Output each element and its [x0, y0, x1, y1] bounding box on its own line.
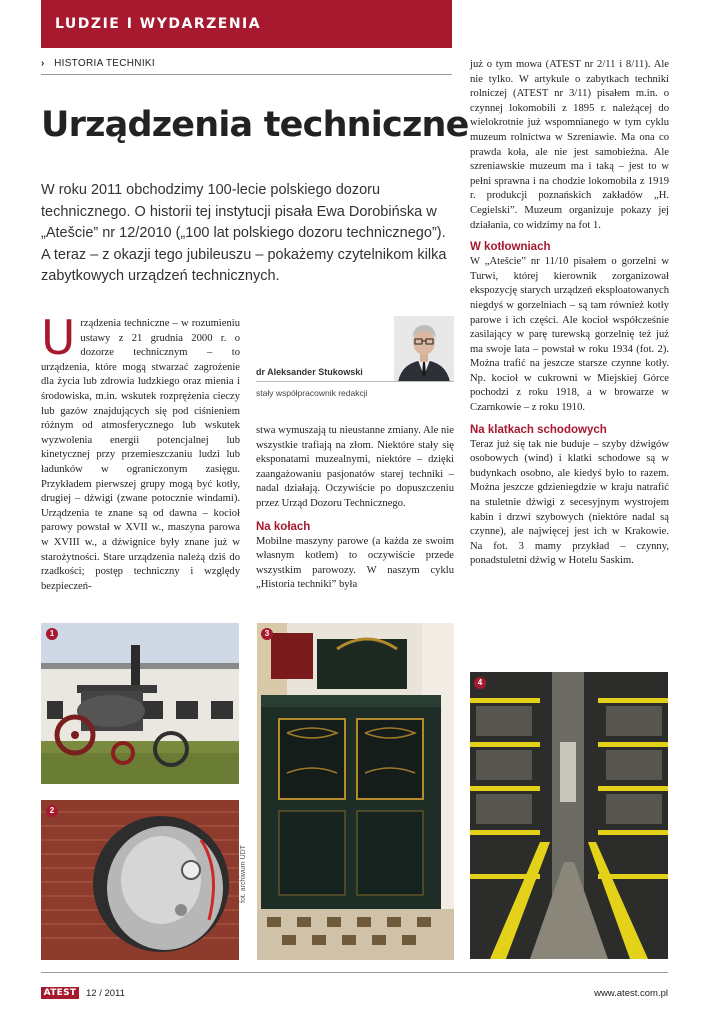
photo-badge: 3 [261, 628, 273, 640]
photo-badge: 4 [474, 677, 486, 689]
column-3-text-c: Teraz już się tak nie buduje – szyby dźwigów osobowych (wind) i klatki schodowe są w budynkach osobno, ale kiedyś było to razem. Można jeszcze gdzieniegdzie w kraju natrafić na stuletnie dźwigi z secesyjnym wystrojem kabin i drzwi szybowych (niektóre nadal są czynne), ale najwięcej jest ich w Krakowie. Na fot. 3 mamy przykład – czynny, ponadstuletni dźwig w Hotelu Saskim. [470, 438, 669, 567]
subsection-label [41, 58, 452, 72]
author-photo [394, 316, 454, 382]
chevron-right-icon: › [41, 58, 45, 69]
article-column-1 [41, 311, 240, 594]
subheading: W kotłowniach [470, 241, 551, 254]
article-lead: W roku 2011 obchodzimy 100-lecie polskiego dozoru technicznego. O historii tej instytucji pisała Ewa Dorobińska w „Atešcie” nr 12/2010 („100 lat polskiego dozoru technicznego”). A teraz – z okazji tego jubileuszu – pokażemy czytelnikom kilka zabytkowych urządzeń technicznych. [41, 182, 447, 285]
author-role: stały współpracownik redakcji [256, 388, 368, 398]
page-title: Urządzenia techniczne [41, 105, 469, 145]
photo-boiler [41, 800, 239, 960]
photo-badge: 2 [46, 805, 58, 817]
subheading: Na kołach [256, 520, 311, 533]
column-2-text: stwa wymuszają tu nieustanne zmiany. Ale nie wszystkie trafiają na złom. Niektóre stały się eksponatami muzealnymi, niektóre – dzięki zaangażowaniu pasjonatów starej techniki – nadal działają. Oczywiście po dopuszczeniu przez Urząd Dozoru Technicznego. [256, 425, 454, 509]
issue-number: 12 / 2011 [86, 988, 125, 999]
column-3-text-b: W „Atešcie” nr 11/10 pisałem o gorzelni w Turwi, której kierownik zorganizował ekspozycję starych urządzeń eksploatowanych niegdyś w gorzelniach – są tam również kotły parowe i ich części. Ale kocioł współcześnie zasilający w parę turewską gorzelnię też już ma swoje lata – powstał w roku 1934 (fot. 2). Można trafić na jeszcze starsze czynne kotły. Np. kocioł w cukrowni w Miejskiej Górce pochodzi z roku 1918, a w browarze w Czarnkowie – z roku 1910. [470, 256, 669, 414]
subheading: Na klatkach schodowych [470, 423, 607, 436]
divider [41, 74, 452, 75]
dropcap: U [41, 311, 76, 366]
website-url[interactable]: www.atest.com.pl [594, 988, 668, 999]
author-name: dr Aleksander Stukowski [256, 367, 363, 377]
column-3-text-a: już o tym mowa (ATEST nr 2/11 i 8/11). Ale nie tylko. W artykule o zabytkach techniki rolniczej (ATEST nr 3/11) pisałem m.in. o czynnej lokomobili z 1895 r. należącej do wielokrotnie już wspomnianego w tym cyklu muzeum rolnictwa w Szreniawie. Ma ona co prawda koła, ale nie jest samobieżna. Ale szreniawskie muzeum ma i taką – jest to w pełni sprawna i na chodzie lokomobila z 1919 r. produkcji poznańskich zakładów „H. Cegielski”. Muzeum organizuje pokazy jej działania, co widzimy na fot 1. [470, 59, 669, 231]
atest-logo: ATEST [41, 987, 79, 999]
subsection-text: HISTORIA TECHNIKI [54, 58, 155, 69]
column-2-text-b: Mobilne maszyny parowe (a każda ze swoim własnym kotłem) to oczywiście przede wszystkim parowozy. W naszym cyklu „Historia techniki” była [256, 535, 454, 591]
section-banner-label: LUDZIE I WYDARZENIA [55, 16, 262, 32]
article-column-2 [256, 424, 454, 593]
photo-credit: fot. archiwum UDT [240, 845, 247, 903]
divider [256, 381, 454, 382]
photo-elevator [257, 623, 454, 960]
section-banner [41, 0, 452, 48]
column-1-text: rządzenia techniczne – w rozumieniu ustawy z 21 grudnia 2000 r. o dozorze technicznym – to urządzenia, które mogą stwarzać zagrożenie dla życia lub zdrowia ludzkiego oraz mienia i środowiska, m.in. wskutek rozprężenia cieczy lub gazów znajdujących się pod ciśnieniem różnym od atmosferycznego lub wskutek wyzwolenia energii potencjalnej lub kinetycznej przy przemieszczaniu ludzi lub ładunków w ograniczonym zasięgu. Przykładem pierwszej grupy mogą być kotły, drugiej – dźwigi (zwane potocznie windami). Urządzenia te znane są od dawna – kocioł parowy powstał w XVII w., maszyna parowa w XVIII w., a dźwignice były znane już w starożytności. Stare urządzenia należą dziś do rzadkości; postęp techniczny i względy bezpieczeń- [41, 318, 240, 592]
photo-badge: 1 [46, 628, 58, 640]
divider [41, 972, 668, 973]
article-column-3 [470, 58, 669, 569]
photo-warehouse [470, 672, 668, 959]
photo-steam-engine [41, 623, 239, 784]
